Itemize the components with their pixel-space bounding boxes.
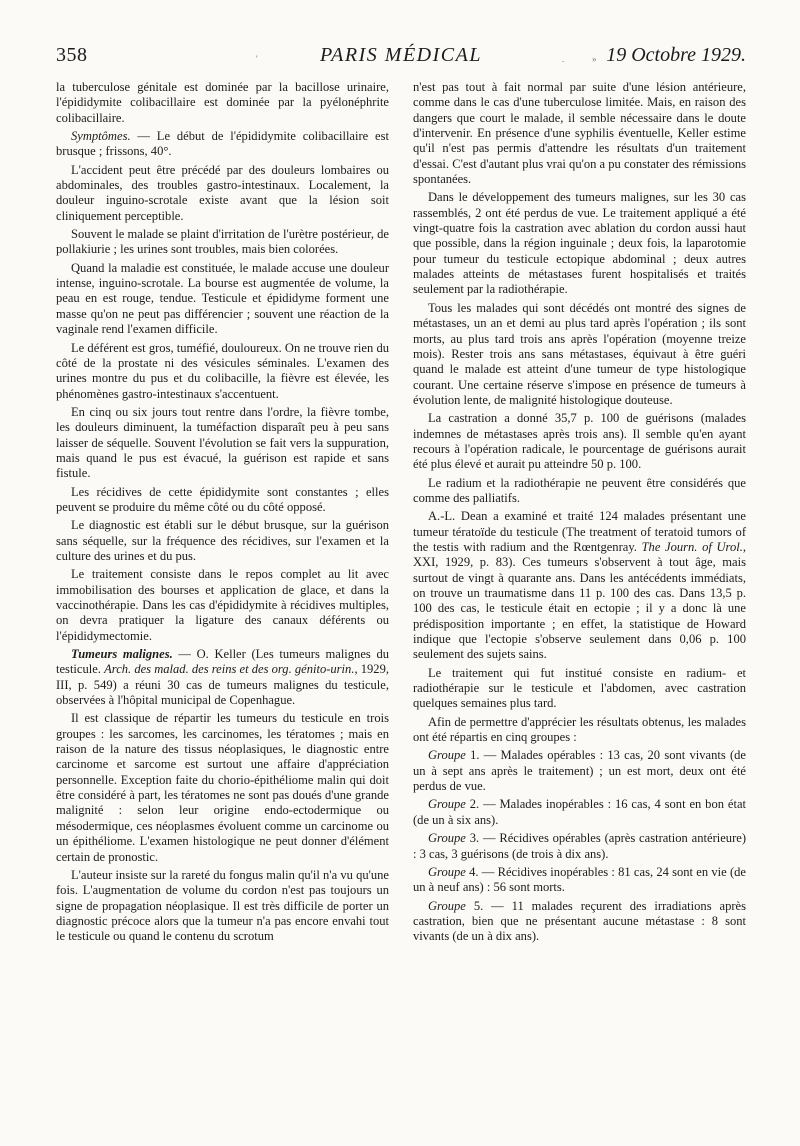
- paragraph-text: Les récidives de cette épididymite sont constantes ; elles peuvent se produire du même côté ou du côté opposé.: [56, 484, 389, 514]
- lead-term: Groupe: [428, 831, 466, 846]
- print-mark-icon: ': [256, 54, 258, 64]
- paragraph: [56, 227, 389, 258]
- paragraph: [56, 341, 389, 402]
- section-heading-paragraph: [56, 647, 389, 708]
- paragraph-text: Afin de permettre d'apprécier les résultats obtenus, les malades ont été répartis en cinq groupes :: [413, 714, 746, 745]
- paragraph-text: Quand la maladie est constituée, le malade accuse une douleur intense, inguino-scrotale. La bourse est augmentée de volume, la peau en est rouge, tendue. Testicule et épididyme forment une masse qu'on ne peut pas différencier ; souvent une réaction de la vaginale rend l'examen difficile.: [56, 260, 389, 337]
- paragraph-continued: [413, 80, 746, 187]
- issue-date: 19 Octobre 1929.: [606, 44, 746, 66]
- paragraph: [413, 476, 746, 507]
- lead-term: Groupe: [428, 898, 466, 913]
- lead-term: Groupe: [428, 864, 466, 879]
- right-column: [413, 80, 746, 948]
- journal-title: PARIS MÉDICAL: [320, 44, 482, 66]
- section-heading: Tumeurs malignes.: [71, 647, 173, 662]
- paragraph: [413, 509, 746, 662]
- citation-source: Arch. des malad. des reins et des org. génito-urin.: [104, 662, 355, 677]
- paragraph-text: L'auteur insiste sur la rareté du fongus malin qu'il n'a vu qu'une fois. L'augmentation de volume du cordon n'est pas toujours un signe de propagation néoplasique. Il est très difficile de porter un diagnostic précoce alors que la tumeur n'a pas encore envahi tout le testicule ou quand le contenu du scrotum: [56, 867, 389, 944]
- paragraph-text: 4. — Récidives inopérables : 81 cas, 24 sont en vie (de un à neuf ans) : 56 sont morts.: [413, 864, 746, 895]
- paragraph-text: , 1929, III, p. 549) a réuni 30 cas de tumeurs malignes du testicule, observées à l'hôpital municipal de Copenhague.: [56, 662, 389, 708]
- paragraph: [56, 163, 389, 224]
- paragraph-text: 5. — 11 malades reçurent des irradiations après castration, bien que ne présentant aucune métastase : 8 sont vivants (de un à dix ans).: [413, 898, 746, 944]
- paragraph-text: Souvent le malade se plaint d'irritation de l'urètre postérieur, de pollakiurie ; les urines sont troubles, mais bien colorées.: [56, 227, 389, 257]
- paragraph-text: 1. — Malades opérables : 13 cas, 20 sont vivants (de un à sept ans après le traitement) ; un est mort, deux ont été perdus de vue.: [413, 748, 746, 794]
- group-item: [413, 748, 746, 794]
- paragraph-text: 3. — Récidives opérables (après castration antérieure) : 3 cas, 3 guérisons (de trois à dix ans).: [413, 831, 746, 861]
- paragraph-text: Le déférent est gros, tuméfié, douloureux. On ne trouve rien du côté de la prostate ni des vésicules séminales. L'examen des urines montre du pus et du colibacille, la fièvre est élevée, les phénomènes gastro-intestinaux s'accentuent.: [56, 340, 389, 401]
- paragraph-text: Le radium et la radiothérapie ne peuvent être considérés que comme des palliatifs.: [413, 475, 746, 505]
- page-number: 358: [56, 44, 88, 66]
- paragraph-text: la tuberculose génitale est dominée par la bacillose urinaire, l'épididymite colibacillaire est dominée par la pyélonéphrite colibacillaire.: [56, 80, 389, 125]
- paragraph-text: Le traitement qui fut institué consiste en radium- et radiothérapie sur le testicule et l'abdomen, avec castration quelques semaines plus tard.: [413, 665, 746, 711]
- paragraph: [413, 301, 746, 408]
- article-body: [56, 80, 746, 948]
- group-item: [413, 899, 746, 945]
- lead-term: Groupe: [428, 797, 466, 812]
- paragraph: [56, 129, 389, 160]
- paragraph-text: La castration a donné 35,7 p. 100 de guérisons (malades indemnes de métastases après trois ans). Il semble qu'en ayant recours à l'opération radicale, le pourcentage de guérisons aurait été plus élevé et aurait pu atteindre 50 p. 100.: [413, 411, 746, 472]
- paragraph: [56, 868, 389, 945]
- group-item: [413, 831, 746, 862]
- print-mark-icon: .: [562, 54, 565, 64]
- paragraph-text: 2. — Malades inopérables : 16 cas, 4 sont en bon état (de un à six ans).: [413, 797, 746, 827]
- print-mark-icon: »: [592, 54, 597, 64]
- lead-term: Symptômes.: [71, 129, 131, 144]
- paragraph: [413, 411, 746, 472]
- paragraph: [413, 715, 746, 746]
- group-item: [413, 797, 746, 828]
- paragraph-text: Il est classique de répartir les tumeurs du testicule en trois groupes : les sarcomes, les carcinomes, les tératomes ; mais en raison de la nature des tissus néoplasiques, le diagnostic entre carcinome et sarcome est surtout une affaire d'appréciation personnelle. Exception faite du chorio-épithéliome malin qui doit être considéré à part, les tératomes ne sont pas doués d'une grande malignité : selon leur origine endo-ectodermique ou mésodermique, ces néoplasmes évoluent comme un carcinome ou un épithéliome. L'examen histologique ne peut donner d'élément certain de pronostic.: [56, 711, 389, 864]
- paragraph: [56, 518, 389, 564]
- paragraph: [413, 666, 746, 712]
- paragraph-text: , XXI, 1929, p. 83). Ces tumeurs s'observent à tout âge, mais surtout de vingt à quarante ans. Dans les antécédents immédiats, on trouve un traumatisme dans 11 p. 100 des cas. Dans 13,5 p. 100 des cas, le testicule était en ectopie ; il y a donc là une prédisposition importante ; en effet, la statistique de Howard indique que l'ectopie s'observe seulement dans 0,06 p. 100 seulement des sujets sains.: [413, 539, 746, 662]
- paragraph-text: Le diagnostic est établi sur le début brusque, sur la guérison sans séquelle, sur la fréquence des récidives, sur l'examen et la culture des urines et du pus.: [56, 518, 389, 563]
- paragraph: [56, 405, 389, 482]
- paragraph-text: A.-L. Dean a examiné et traité 124 malades présentant une tumeur tératoïde du testicule (The treatment of teratoid tumors of the testis with radium and the Rœntgenray.: [413, 509, 746, 554]
- paragraph-text: Le traitement consiste dans le repos complet au lit avec immobilisation des bourses et application de glace, et dans la vaccinothérapie. Dans les cas d'épididymite à récidives multiples, on devra pratiquer la ligature des canaux déférents ou l'épididymectomie.: [56, 567, 389, 643]
- group-item: [413, 865, 746, 896]
- left-column: [56, 80, 389, 948]
- paragraph-continued: [56, 80, 389, 126]
- paragraph-text: En cinq ou six jours tout rentre dans l'ordre, la fièvre tombe, les douleurs diminuent, la tuméfaction disparaît peu à peu sans laisser de séquelle. Souvent l'évolution se fait vers la suppuration, mais quand le pus est évacué, la guérison est rapide et sans fistule.: [56, 404, 389, 481]
- paragraph-text: Dans le développement des tumeurs malignes, sur les 30 cas rassemblés, 2 ont été perdus de vue. Le traitement appliqué a été vingt-quatre fois la castration avec ablation du cordon aussi haut que possible, dans la région inguinale ; deux fois, la laparotomie pour tumeur du testicule ectopique abdominal ; deux autres malades atteints de métastases furent hospitalisés et traités seulement par la radiothérapie.: [413, 190, 746, 297]
- lead-term: Groupe: [428, 748, 466, 763]
- paragraph-text: L'accident peut être précédé par des douleurs lombaires ou abdominales, des troubles gastro-intestinaux. Localement, la douleur inguino-scrotale existe avant que la lésion soit cliniquement perceptible.: [56, 162, 389, 223]
- paragraph-text: — Le début de l'épididymite colibacillaire est brusque ; frissons, 40°.: [56, 129, 389, 159]
- paragraph-text: Tous les malades qui sont décédés ont montré des signes de métastases, un an et demi au plus tard après l'opération ; ils sont morts, au plus tard trois ans après l'opération (moyenne treize mois). Rester trois ans sans métastases, équivaut à être guéri quand le malade est atteint d'une tumeur de type histologique courant. Une certaine réserve s'impose en présence de tumeurs à évolution lente, de malignité histologique douteuse.: [413, 300, 746, 407]
- paragraph: [56, 261, 389, 338]
- citation-source: The Journ. of Urol.: [641, 539, 743, 554]
- paragraph: [56, 567, 389, 644]
- paragraph-text: — O. Keller (Les tumeurs malignes du testicule.: [56, 647, 389, 677]
- paragraph: [413, 190, 746, 297]
- paragraph: [56, 711, 389, 864]
- paragraph-text: n'est pas tout à fait normal par suite d'une lésion antérieure, comme dans le cas d'une tuberculose limitée. Mais, en raison des dangers que court le malade, il semble nécessaire dans le doute d'intervenir. En présence d'une syphilis éventuelle, Keller estime qu'il n'est pas permis d'attendre les résultats d'un traitement d'essai. C'est d'autant plus vrai qu'on a pu constater des rémissions spontanées.: [413, 80, 746, 187]
- paragraph: [56, 485, 389, 516]
- running-header: [56, 38, 746, 72]
